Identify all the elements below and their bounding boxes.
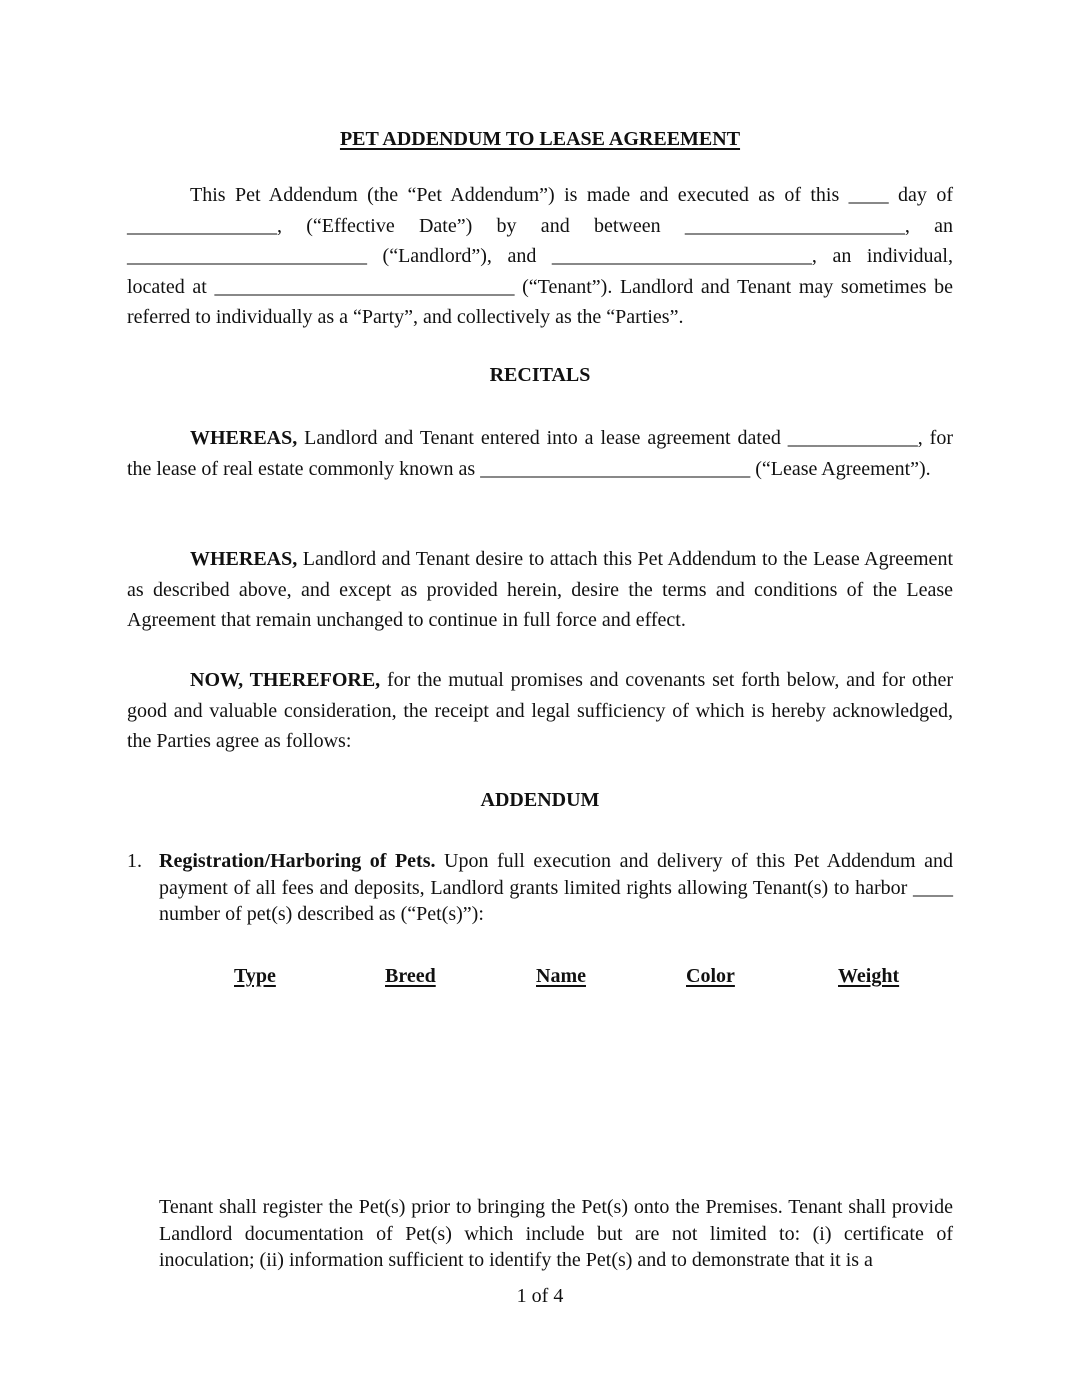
whereas-paragraph-1 [127, 423, 953, 484]
therefore-paragraph [127, 665, 953, 757]
page-number: 1 of 4 [516, 1285, 564, 1307]
whereas-lead-2: WHEREAS, [190, 548, 298, 570]
pet-table-header-breed: Breed [385, 965, 436, 987]
pet-table-header-type: Type [234, 965, 276, 987]
recitals-heading: RECITALS [489, 364, 591, 386]
item-1-lead: Registration/Harboring of Pets. [159, 850, 436, 872]
therefore-lead: NOW, THEREFORE, [190, 669, 381, 691]
whereas-text-2: Landlord and Tenant desire to attach this Pet Addendum to the Lease Agreement as described above, and except as provided herein, desire the terms and conditions of the Lease Agreement that remain unchanged to continue in full force and effect. [127, 548, 953, 632]
document-title: PET ADDENDUM TO LEASE AGREEMENT [339, 128, 741, 150]
whereas-paragraph-2 [127, 544, 953, 636]
item-1-continued-paragraph: Tenant shall register the Pet(s) prior to bringing the Pet(s) onto the Premises. Tenant shall provide Landlord documentation of Pet(s) which include but are not limited to: (i) certificate of inoculation; (ii) information sufficient to identify the Pet(s) and to demonstrate that it is a [159, 1196, 953, 1271]
item-1-number: 1. [127, 850, 142, 872]
pet-table-header-name: Name [536, 965, 586, 987]
addendum-heading: ADDENDUM [480, 789, 600, 811]
item-1-paragraph [159, 848, 953, 928]
intro-paragraph: This Pet Addendum (the “Pet Addendum”) is made and executed as of this ____ day of _______________, (“Effective Date”) by and between ______________________, an ________________________ (“Landlord”), and __________________________, an individual, located at ______________________________ (“Tenant”). Landlord and Tenant may sometimes be referred to individually as a “Party”, and collectively as the “Parties”. [127, 184, 953, 329]
therefore-text: for the mutual promises and covenants set forth below, and for other good and valuable consideration, the receipt and legal sufficiency of which is hereby acknowledged, the Parties agree as follows: [127, 669, 953, 753]
pet-table-header-weight: Weight [838, 965, 900, 987]
pet-table-header-color: Color [686, 965, 735, 987]
item-1-text: Upon full execution and delivery of this Pet Addendum and payment of all fees and deposits, Landlord grants limited rights allowing Tenant(s) to harbor ____ number of pet(s) described as (“Pet(s)”): [159, 850, 953, 925]
whereas-lead-1: WHEREAS, [190, 427, 298, 449]
whereas-text-1: Landlord and Tenant entered into a lease agreement dated _____________, for the lease of real estate commonly known as ___________________________ (“Lease Agreement”). [127, 427, 953, 480]
